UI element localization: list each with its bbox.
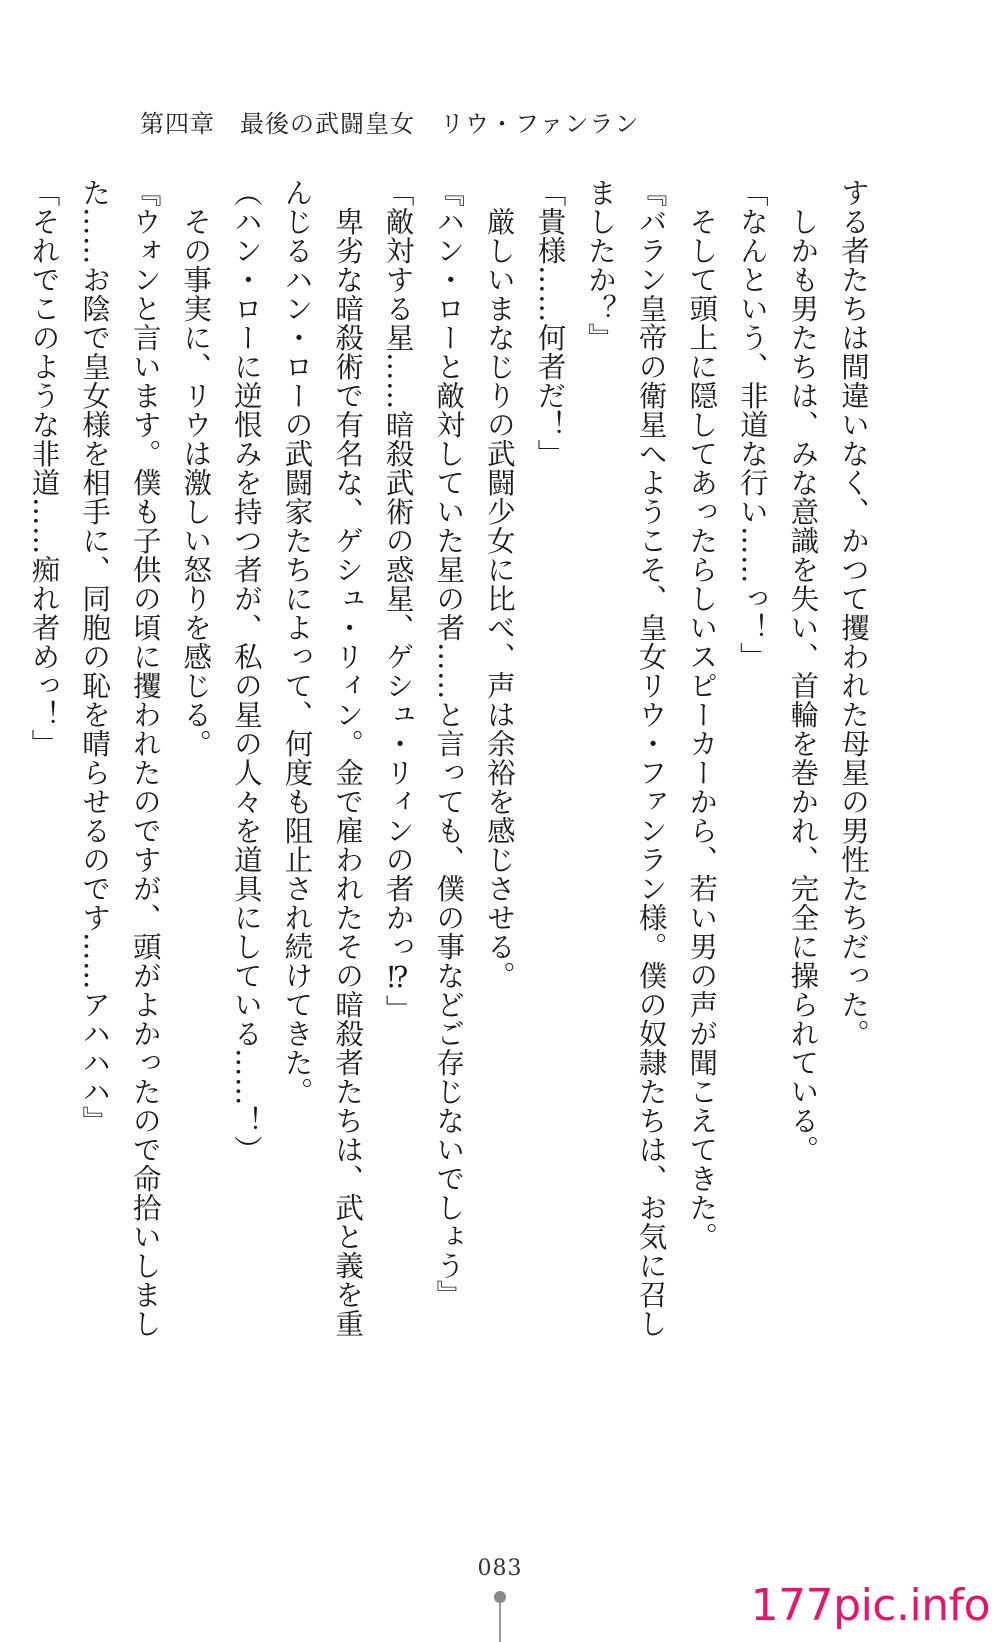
- body-line: 「敵対する星……暗殺武術の惑星、ゲシュ・リィンの者かっ⁉」: [381, 178, 415, 1024]
- page-marker-line: [499, 1602, 501, 1642]
- body-line: 「それでこのような非道……痴れ者めっ！」: [27, 178, 61, 758]
- watermark: 177pic.info: [750, 1580, 990, 1631]
- body-line: 『ハン・ローと敵対していた星の者……と言っても、僕の事などご存じないでしょう』: [432, 178, 466, 1309]
- body-line: 『ウォンと言います。僕も子供の頃に攫われたのですが、頭がよかったので命拾いしまし: [128, 178, 162, 1338]
- body-text: [18, 178, 878, 1408]
- body-line: た……お陰で皇女様を相手に、同胞の恥を晴らせるのです……アハハハ』: [78, 178, 112, 1135]
- body-line: 『バラン皇帝の衛星へようこそ、皇女リウ・ファンラン様。僕の奴隷たちは、お気に召し: [634, 178, 668, 1338]
- body-line: 厳しいまなじりの武闘少女に比べ、声は余裕を感じさせる。: [482, 178, 516, 990]
- body-line: しかも男たちは、みな意識を失い、首輪を巻かれ、完全に操られている。: [786, 178, 820, 1164]
- body-line: んじるハン・ローの武闘家たちによって、何度も阻止され続けてきた。: [280, 178, 314, 1106]
- body-line: 「貴様……何者だ！」: [533, 178, 567, 468]
- running-header: 第四章 最後の武闘皇女 リウ・ファンラン: [140, 110, 640, 138]
- body-line: ましたか？』: [584, 178, 618, 352]
- body-line: 卑劣な暗殺術で有名な、ゲシュ・リィン。金で雇われたその暗殺者たちは、武と義を重: [331, 178, 365, 1338]
- body-line: そして頭上に隠してあったらしいスピーカーから、若い男の声が聞こえてきた。: [685, 178, 719, 1251]
- body-line: 「なんという、非道な行い……っ！」: [735, 178, 769, 671]
- body-line: その事実に、リウは激しい怒りを感じる。: [179, 178, 213, 758]
- page-number: 083: [477, 1556, 523, 1581]
- body-line: する者たちは間違いなく、かつて攫われた母星の男性たちだった。: [837, 178, 870, 1048]
- body-line: （ハン・ローに逆恨みを持つ者が、私の星の人々を道具にしている……！）: [229, 178, 263, 1164]
